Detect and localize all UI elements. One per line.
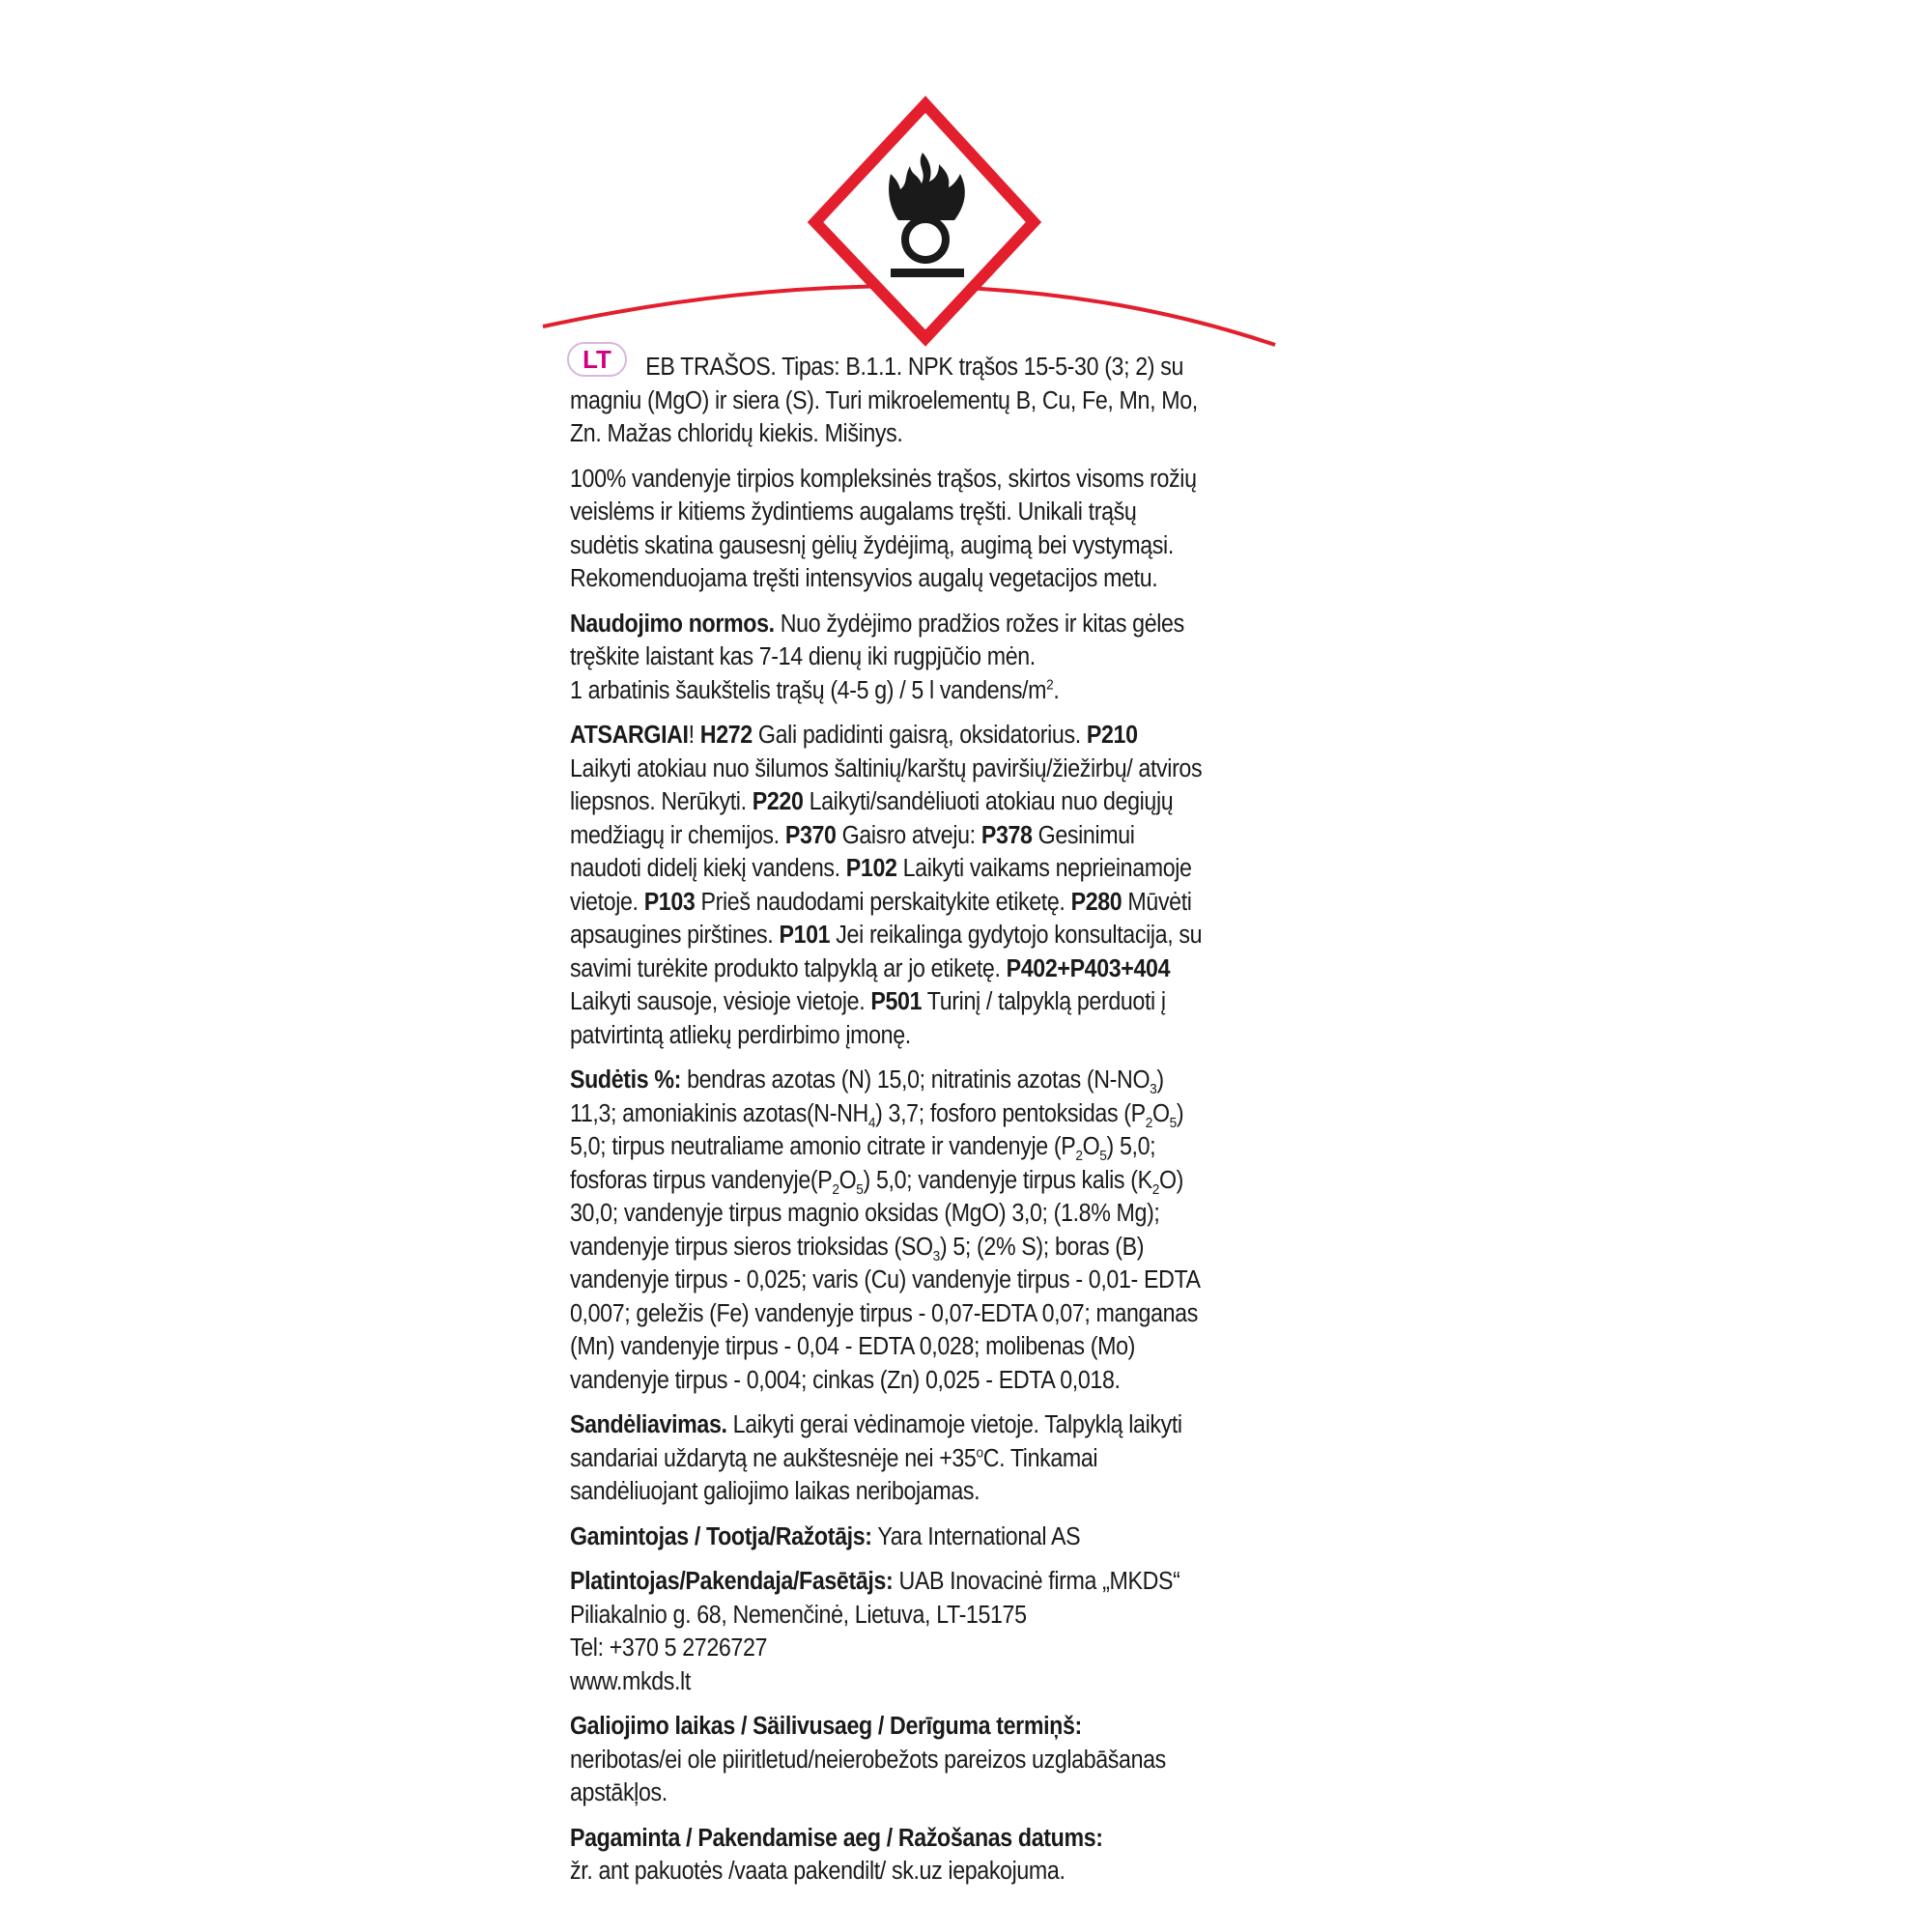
storage-heading: Sandėliavimas. [570,1411,727,1438]
composition-fragment: O [1082,1133,1100,1160]
safety-code: P210 [1086,722,1138,749]
language-badge: LT [567,342,627,377]
validity-section [570,1710,1203,1810]
storage-text: Laikyti gerai vėdinamoje vietoje. Talpyklą laikyti sandariai uždarytą ne aukštesnėje nei +35 [570,1411,1182,1472]
distributor-phone: Tel: +370 5 2726727 [570,1634,768,1662]
formula-subscript: 3 [1150,1081,1157,1098]
safety-statement: Mūvėti apsaugines pirštines. [570,888,1192,949]
composition-fragment: O [838,1166,857,1194]
safety-section [570,719,1203,1052]
composition-fragment: O) 30,0; vandenyje tirpus magnio oksidas (MgO) 3,0; (1.8% Mg); vandenyje tirpus sieros trioksidas (SO [570,1166,1184,1261]
safety-code: P220 [752,788,804,815]
hazard-header [0,0,1932,406]
safety-statement: Turinį / talpyklą perduoti į patvirtintą atliekų perdirbimo įmonę. [570,988,1166,1049]
storage-degree: o [976,1444,983,1461]
safety-statement: Laikyti sausoje, vėsioje vietoje. [570,988,871,1015]
formula-subscript: 4 [867,1114,876,1131]
production-text: žr. ant pakuotės /vaata pakendilt/ sk.uz iepakojuma. [570,1858,1065,1885]
composition-section [570,1064,1203,1397]
formula-subscript: 2 [832,1180,839,1198]
storage-section [570,1408,1203,1509]
safety-code: P102 [845,855,897,882]
composition-fragment: ) 3,7; fosforo pentoksidas (P [875,1099,1146,1127]
safety-statement: Laikyti vaikams neprieinamoje vietoje. [570,855,1192,916]
usage-heading: Naudojimo normos. [570,610,775,638]
formula-subscript: 2 [1075,1148,1083,1165]
composition-fragment: ) 5,0; vandenyje tirpus kalis (K [863,1166,1152,1194]
manufacturer-heading: Gamintojas / Tootja/Ražotājs: [570,1522,872,1550]
safety-statement: Gaisro atveju: [836,821,981,849]
manufacturer-section [570,1520,1203,1554]
composition-fragment: ) 5; (2% S); boras (B) vandenyje tirpus - 0,025; varis (Cu) vandenyje tirpus - 0,01- EDTA 0,007; geležis (Fe) vandenyje tirpus - 0,07-EDTA 0,07; manganas (Mn) vandenyje tirpus - 0,04 - EDTA 0,028; molibenas (Mo) vandenyje tirpus - 0,004; cinkas (Zn) 0,025 - EDTA 0,018. [570,1233,1200,1394]
composition-fragment: ) 5,0; fosforas tirpus vandenyje(P [570,1133,1156,1194]
formula-subscript: 5 [856,1180,864,1198]
safety-code: P280 [1070,888,1122,916]
product-description: 100% vandenyje tirpios kompleksinės trąšos, skirtos visoms rožių veislėms ir kitiems žydintiems augalams tręšti. Unikali trąšų sudėtis skatina gausesnį gėlių žydėjimą, augimą bei vystymąsi. Rekomenduojama tręšti intensyvios augalų vegetacijos metu. [570,465,1197,592]
safety-statement: Gali padidinti gaisrą, oksidatorius. [752,722,1087,749]
product-intro: EB TRAŠOS. Tipas: B.1.1. NPK trąšos 15-5-30 (3; 2) su magniu (MgO) ir siera (S). Turi mikroelementų B, Cu, Fe, Mn, Mo, Zn. Mažas chloridų kiekis. Mišinys. [570,354,1198,447]
validity-text: neribotas/ei ole piiritletud/neierobežots pareizos uzglabāšanas apstākļos. [570,1746,1166,1806]
safety-code: P501 [870,988,923,1015]
safety-statement: Prieš naudodami perskaitykite etiketę. [695,888,1071,916]
usage-dose: 1 arbatinis šaukštelis trąšų (4-5 g) / 5 l vandens/m [570,676,1047,704]
distributor-name: UAB Inovacinė firma „MKDS“ [898,1568,1180,1595]
formula-subscript: 2 [1145,1114,1152,1131]
composition-fragment: ) 11,3; amoniakinis azotas(N-NH [570,1066,1164,1127]
distributor-heading: Platintojas/Pakendaja/Fasētājs: [570,1568,894,1595]
production-heading: Pagaminta / Pakendamise aeg / Ražošanas datums: [570,1824,1103,1852]
safety-code: ATSARGIAI [570,722,689,749]
safety-code: P402+P403+404 [1006,954,1171,982]
label-text [570,351,1203,1900]
formula-subscript: 2 [1151,1180,1159,1198]
composition-text [570,1066,1199,1394]
usage-text: Nuo žydėjimo pradžios rožes ir kitas gėles tręškite laistant kas 7-14 dienų iki rugpjūčio mėn. [570,610,1184,670]
safety-statement: Gesinimui naudoti didelį kiekį vandens. [570,821,1135,882]
safety-statement: ! [688,722,700,749]
storage-text-end: C. Tinkamai sandėliuojant galiojimo laikas neribojamas. [570,1444,1098,1505]
production-section [570,1822,1203,1889]
safety-statement: Laikyti atokiau nuo šilumos šaltinių/karštų paviršių/žiežirbų/ atviros liepsnos. Nerūkyti. [570,754,1203,815]
formula-subscript: 3 [932,1247,940,1264]
composition-heading: Sudėtis %: [570,1066,681,1094]
formula-subscript: 5 [1099,1148,1107,1165]
safety-code: P378 [980,821,1033,849]
manufacturer-name: Yara International AS [877,1522,1081,1550]
formula-subscript: 5 [1169,1114,1177,1131]
usage-dose-end: . [1053,676,1060,704]
safety-code: P101 [779,922,831,949]
usage-dose-sup: 2 [1046,676,1054,693]
composition-fragment: bendras azotas (N) 15,0; nitratinis azotas (N-NO [680,1066,1151,1094]
safety-statement: Laikyti/sandėliuoti atokiau nuo degiųjų medžiagų ir chemijos. [570,788,1174,849]
distributor-address: Piliakalnio g. 68, Nemenčinė, Lietuva, LT-15175 [570,1601,1027,1629]
distributor-website: www.mkds.lt [570,1667,691,1695]
usage-section [570,608,1203,708]
safety-code: H272 [699,722,753,749]
composition-fragment: O [1151,1099,1170,1127]
safety-statement: Jei reikalinga gydytojo konsultacija, su savimi turėkite produkto talpyklą ar jo etiketę. [570,922,1203,982]
safety-code: P370 [784,821,837,849]
validity-heading: Galiojimo laikas / Säilivusaeg / Derīguma termiņš: [570,1713,1082,1740]
distributor-section [570,1565,1203,1698]
safety-code: P103 [643,888,696,916]
composition-fragment: ) 5,0; tirpus neutraliame amonio citrate ir vandenyje (P [570,1099,1184,1160]
